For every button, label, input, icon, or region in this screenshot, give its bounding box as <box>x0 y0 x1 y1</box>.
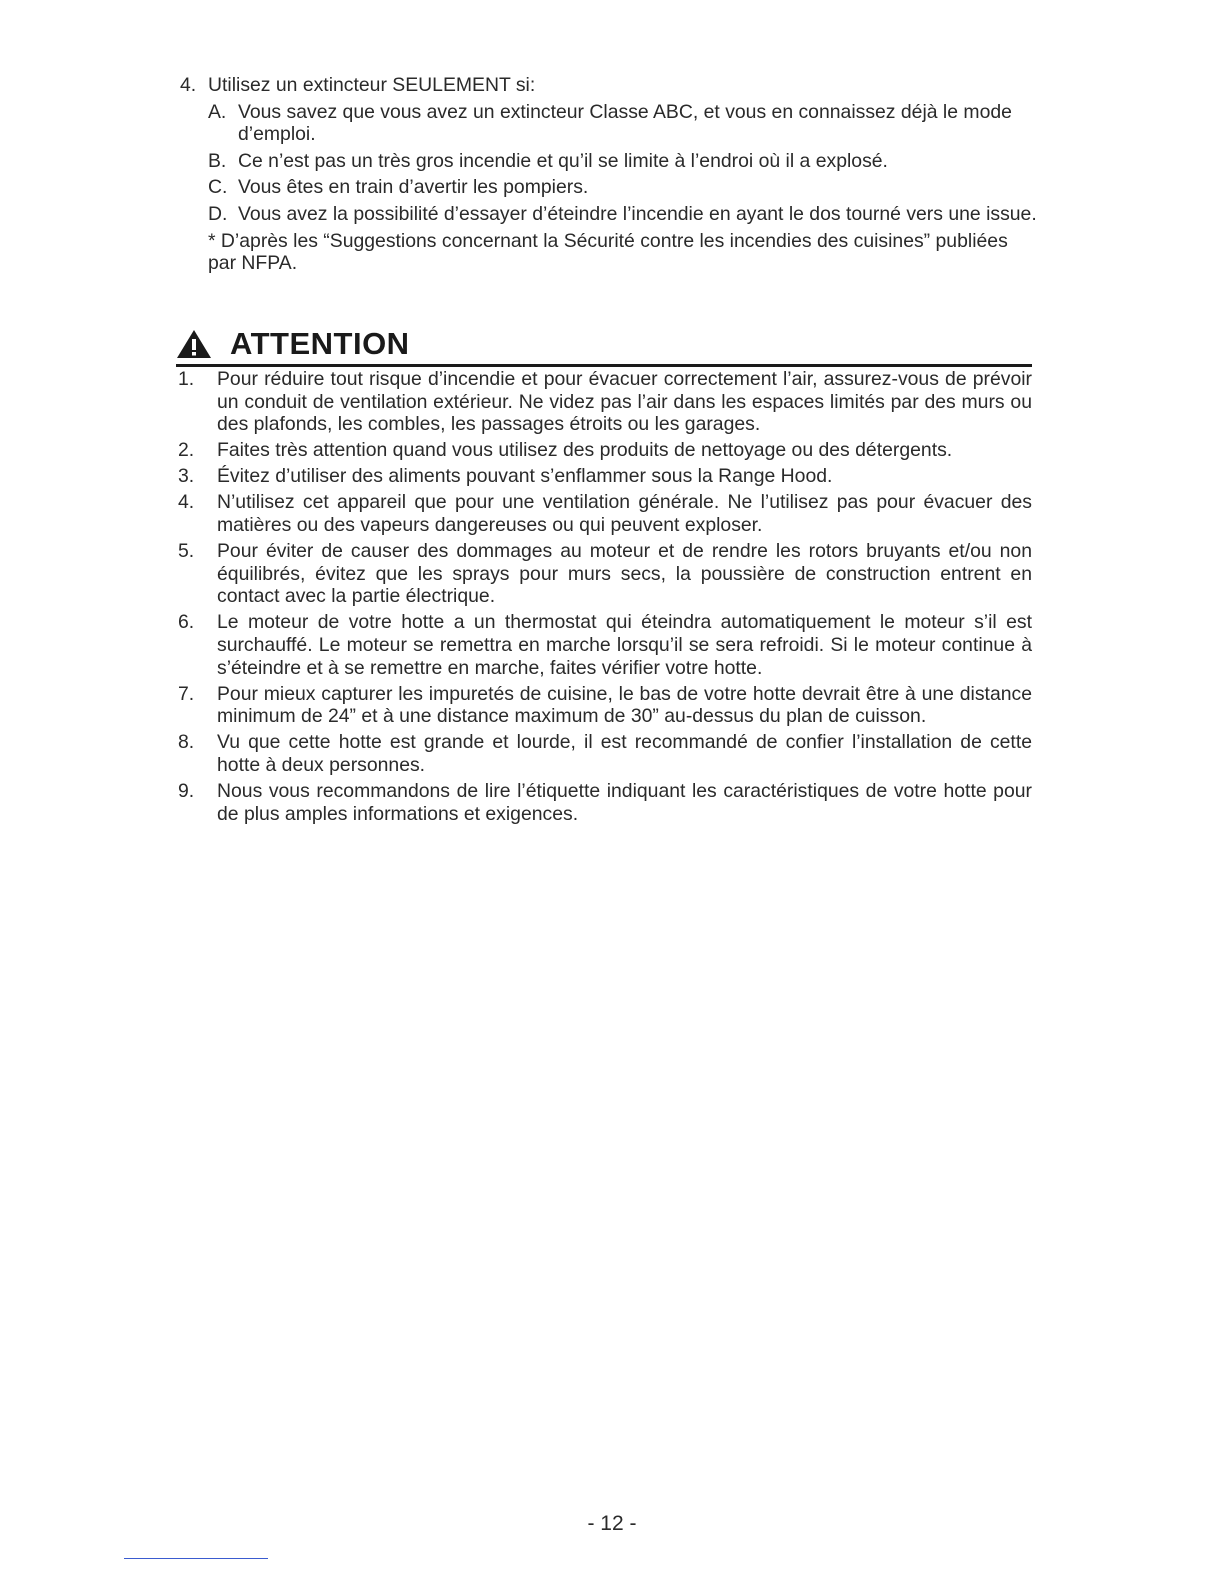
item-text: Nous vous recommandons de lire l’étiquette indiquant les caractéristiques de votre hotte pour de plus amples informations et exigences. <box>217 780 1032 825</box>
item-number: 7. <box>178 682 195 705</box>
item-number: 3. <box>178 465 195 488</box>
condition-letter: A. <box>208 100 227 123</box>
attention-item <box>178 611 1034 679</box>
section-4 <box>180 74 1040 275</box>
attention-item <box>178 465 1034 488</box>
attention-item <box>178 683 1034 728</box>
condition-list <box>208 101 1040 226</box>
section-4-number: 4. <box>180 74 197 96</box>
attention-divider <box>176 364 1032 367</box>
attention-title-row <box>176 326 1032 362</box>
condition-text: Vous savez que vous avez un extincteur Classe ABC, et vous en connaissez déjà le mode d’emploi. <box>238 100 1012 146</box>
item-text: Évitez d’utiliser des aliments pouvant s’enflammer sous la Range Hood. <box>217 465 833 488</box>
item-text: Pour réduire tout risque d’incendie et pour évacuer correctement l’air, assurez-vous de prévoir un conduit de ventilation extérieur. Ne videz pas l’air dans les espaces limités par des murs ou des plafonds, les combles, les passages étroits ou les garages. <box>217 368 1032 436</box>
item-number: 8. <box>178 731 195 754</box>
section-4-heading <box>180 74 1040 97</box>
page-number: - 12 - <box>587 1512 637 1535</box>
item-number: 6. <box>178 611 195 634</box>
item-text: Faites très attention quand vous utilisez des produits de nettoyage ou des détergents. <box>217 439 953 462</box>
attention-item <box>178 780 1034 825</box>
condition-text: Ce n’est pas un très gros incendie et qu’il se limite à l’endroi où il a explosé. <box>238 149 888 172</box>
attention-item <box>178 540 1034 608</box>
section-4-intro: Utilisez un extincteur SEULEMENT si: <box>208 74 536 96</box>
attention-heading <box>176 326 1032 367</box>
item-text: Vu que cette hotte est grande et lourde, il est recommandé de confier l’installation de cette hotte à deux personnes. <box>217 731 1032 776</box>
nfpa-footnote: * D’après les “Suggestions concernant la Sécurité contre les incendies des cuisines” publiées par NFPA. <box>208 229 1008 275</box>
warning-triangle-icon <box>176 329 212 359</box>
attention-item <box>178 439 1034 462</box>
attention-item <box>178 491 1034 536</box>
item-text: Pour éviter de causer des dommages au moteur et de rendre les rotors bruyants et/ou non équilibrés, évitez que les sprays pour murs secs, la poussière de construction entrent en contact avec la partie électrique. <box>217 540 1032 608</box>
condition-item <box>208 101 1040 146</box>
item-number: 4. <box>178 491 195 514</box>
condition-letter: C. <box>208 176 228 199</box>
item-text: N’utilisez cet appareil que pour une ventilation générale. Ne l’utilisez pas pour évacuer des matières ou des vapeurs dangereuses ou qui peuvent exploser. <box>217 491 1032 537</box>
condition-item <box>208 203 1040 226</box>
item-text: Le moteur de votre hotte a un thermostat qui éteindra automatiquement le moteur s’il est surchauffé. Le moteur se remettra en marche lorsqu’il se sera refroidi. Si le moteur continue à s’éteindre et à se remettre en marche, faites vérifier votre hotte. <box>217 611 1032 679</box>
attention-title: ATTENTION <box>230 326 410 361</box>
item-number: 9. <box>178 780 195 803</box>
attention-list <box>178 368 1034 829</box>
condition-item <box>208 176 1040 199</box>
condition-item <box>208 150 1040 173</box>
condition-letter: B. <box>208 149 227 172</box>
footer-rule <box>124 1558 268 1559</box>
condition-text: Vous avez la possibilité d’essayer d’éteindre l’incendie en ayant le dos tourné vers une issue. <box>238 202 1037 225</box>
item-number: 2. <box>178 439 195 462</box>
condition-text: Vous êtes en train d’avertir les pompiers. <box>238 176 589 199</box>
item-text: Pour mieux capturer les impuretés de cuisine, le bas de votre hotte devrait être à une distance minimum de 24” et à une distance maximum de 30” au-dessus du plan de cuisson. <box>217 682 1032 728</box>
attention-item <box>178 731 1034 776</box>
condition-letter: D. <box>208 202 228 225</box>
attention-item <box>178 368 1034 436</box>
item-number: 1. <box>178 368 195 390</box>
item-number: 5. <box>178 540 195 563</box>
